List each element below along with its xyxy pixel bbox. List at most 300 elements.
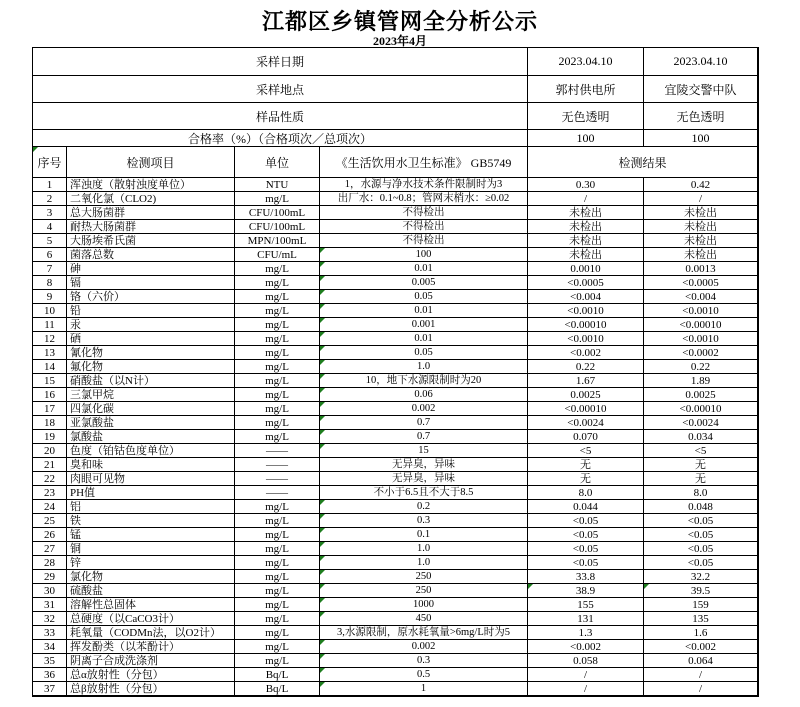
info-row-sampling-date (33, 48, 758, 76)
standard-cell: 0.002 (320, 402, 528, 416)
excel-flag-icon (320, 514, 325, 519)
item-name-cell: 总大肠菌群 (67, 206, 235, 220)
item-name-cell: 阴离子合成洗涤剂 (67, 654, 235, 668)
item-name-cell: 色度（铂钴色度单位） (67, 444, 235, 458)
header-label: 检测结果 (618, 155, 667, 170)
item-name-cell: 汞 (67, 318, 235, 332)
info-value-sample2: 无色透明 (644, 103, 758, 130)
table-row (33, 500, 758, 514)
result-sample1-cell: <0.004 (528, 290, 644, 304)
item-name-cell: 铬（六价） (67, 290, 235, 304)
result-sample1-cell: 1.3 (528, 626, 644, 640)
result-sample1-cell: <0.0005 (528, 276, 644, 290)
excel-flag-icon (320, 416, 325, 421)
standard-cell: 0.5 (320, 668, 528, 682)
unit-cell: mg/L (235, 318, 320, 332)
unit-cell: CFU/100mL (235, 220, 320, 234)
header-label: 单位 (264, 155, 289, 170)
result-sample1-cell: 0.0025 (528, 388, 644, 402)
table-row (33, 626, 758, 640)
table-row (33, 192, 758, 206)
unit-cell: mg/L (235, 374, 320, 388)
result-sample2-cell: 1.6 (644, 626, 758, 640)
excel-flag-icon (320, 584, 325, 589)
standard-cell: 1000 (320, 598, 528, 612)
row-number-cell: 23 (33, 486, 67, 500)
row-number-cell: 10 (33, 304, 67, 318)
standard-cell: 1.0 (320, 360, 528, 374)
result-sample1-cell: <0.002 (528, 640, 644, 654)
item-name-cell: 耗氧量（CODMn法，以O2计） (67, 626, 235, 640)
unit-cell: mg/L (235, 556, 320, 570)
item-name-cell: 总硬度（以CaCO3计） (67, 612, 235, 626)
result-sample1-cell: <0.002 (528, 346, 644, 360)
result-sample2-cell: 0.034 (644, 430, 758, 444)
unit-cell: CFU/100mL (235, 206, 320, 220)
standard-cell: 0.1 (320, 528, 528, 542)
standard-cell: 0.7 (320, 416, 528, 430)
item-name-cell: 肉眼可见物 (67, 472, 235, 486)
info-value-sample2: 宜陵交警中队 (644, 76, 758, 103)
table-row (33, 430, 758, 444)
excel-flag-icon (320, 598, 325, 603)
excel-flag-icon (320, 570, 325, 575)
unit-cell: mg/L (235, 262, 320, 276)
result-sample1-cell: 未检出 (528, 220, 644, 234)
item-name-cell: 硝酸盐（以N计） (67, 374, 235, 388)
result-sample2-cell: <0.05 (644, 542, 758, 556)
row-number-cell: 37 (33, 682, 67, 696)
unit-cell: mg/L (235, 626, 320, 640)
info-value-sample2: 100 (644, 130, 758, 147)
result-sample2-cell: 0.22 (644, 360, 758, 374)
row-number-cell: 8 (33, 276, 67, 290)
info-table (33, 48, 758, 147)
excel-flag-icon (320, 374, 325, 379)
info-label: 样品性质 (33, 103, 528, 130)
table-row (33, 220, 758, 234)
standard-cell: 出厂水：0.1~0.8；管网末梢水：≥0.02 (320, 192, 528, 206)
item-name-cell: 溶解性总固体 (67, 598, 235, 612)
result-sample2-cell: 0.064 (644, 654, 758, 668)
excel-flag-icon (320, 668, 325, 673)
result-sample2-cell: 0.0013 (644, 262, 758, 276)
result-sample2-cell: <0.0024 (644, 416, 758, 430)
info-label: 采样地点 (33, 76, 528, 103)
excel-flag-icon (320, 556, 325, 561)
excel-flag-icon (320, 388, 325, 393)
info-row-sample-nature (33, 103, 758, 130)
standard-cell: 无异臭，异味 (320, 458, 528, 472)
result-sample2-cell: <0.05 (644, 528, 758, 542)
table-row (33, 528, 758, 542)
excel-flag-icon (320, 430, 325, 435)
result-sample1-cell: 未检出 (528, 248, 644, 262)
excel-flag-icon (320, 276, 325, 281)
result-sample2-cell: / (644, 192, 758, 206)
item-name-cell: 硒 (67, 332, 235, 346)
standard-cell: 3,水源限制，原水耗氧量>6mg/L时为5 (320, 626, 528, 640)
row-number-cell: 24 (33, 500, 67, 514)
table-row (33, 444, 758, 458)
row-number-cell: 21 (33, 458, 67, 472)
result-sample2-cell: / (644, 668, 758, 682)
table-row (33, 416, 758, 430)
result-sample2-cell: <5 (644, 444, 758, 458)
table-row (33, 612, 758, 626)
excel-flag-icon (320, 542, 325, 547)
item-name-cell: 砷 (67, 262, 235, 276)
result-sample1-cell: <0.00010 (528, 402, 644, 416)
table-row (33, 276, 758, 290)
row-number-cell: 20 (33, 444, 67, 458)
result-sample1-cell: 未检出 (528, 206, 644, 220)
row-number-cell: 29 (33, 570, 67, 584)
row-number-cell: 7 (33, 262, 67, 276)
table-row (33, 542, 758, 556)
standard-cell: 0.3 (320, 654, 528, 668)
row-number-cell: 36 (33, 668, 67, 682)
table-row (33, 206, 758, 220)
table-row (33, 598, 758, 612)
row-number-cell: 6 (33, 248, 67, 262)
unit-cell: mg/L (235, 542, 320, 556)
excel-flag-icon (528, 584, 533, 589)
standard-cell: 15 (320, 444, 528, 458)
row-number-cell: 31 (33, 598, 67, 612)
table-row (33, 234, 758, 248)
result-sample1-cell: 无 (528, 472, 644, 486)
result-sample1-cell: 0.058 (528, 654, 644, 668)
standard-cell: 0.2 (320, 500, 528, 514)
unit-cell: mg/L (235, 528, 320, 542)
standard-cell: 0.01 (320, 262, 528, 276)
info-label: 采样日期 (33, 48, 528, 76)
item-name-cell: 大肠埃希氏菌 (67, 234, 235, 248)
row-number-cell: 33 (33, 626, 67, 640)
standard-cell: 450 (320, 612, 528, 626)
result-sample2-cell: 无 (644, 458, 758, 472)
excel-flag-icon (320, 318, 325, 323)
header-unit (235, 147, 320, 178)
table-row (33, 472, 758, 486)
excel-flag-icon (320, 682, 325, 687)
standard-cell: 0.005 (320, 276, 528, 290)
unit-cell: mg/L (235, 598, 320, 612)
row-number-cell: 28 (33, 556, 67, 570)
table-row (33, 318, 758, 332)
excel-flag-icon (320, 332, 325, 337)
unit-cell: mg/L (235, 584, 320, 598)
standard-cell: 0.05 (320, 290, 528, 304)
unit-cell: mg/L (235, 276, 320, 290)
excel-flag-icon (320, 500, 325, 505)
unit-cell: mg/L (235, 402, 320, 416)
header-label: 检测项目 (126, 155, 175, 170)
result-sample2-cell: <0.00010 (644, 318, 758, 332)
result-sample1-cell: 33.8 (528, 570, 644, 584)
excel-flag-icon (644, 584, 649, 589)
result-sample2-cell: 32.2 (644, 570, 758, 584)
unit-cell: mg/L (235, 500, 320, 514)
item-name-cell: 氟化物 (67, 360, 235, 374)
table-row (33, 640, 758, 654)
unit-cell: CFU/mL (235, 248, 320, 262)
page-subtitle: 2023年4月 (372, 34, 427, 48)
excel-flag-icon (320, 290, 325, 295)
result-sample1-cell: 8.0 (528, 486, 644, 500)
result-sample1-cell: 0.070 (528, 430, 644, 444)
table-row (33, 374, 758, 388)
excel-flag-icon (320, 640, 325, 645)
excel-flag-icon (320, 402, 325, 407)
unit-cell: mg/L (235, 430, 320, 444)
row-number-cell: 18 (33, 416, 67, 430)
result-sample2-cell: <0.004 (644, 290, 758, 304)
row-number-cell: 2 (33, 192, 67, 206)
excel-flag-icon (320, 444, 325, 449)
row-number-cell: 34 (33, 640, 67, 654)
item-name-cell: 氯酸盐 (67, 430, 235, 444)
table-row (33, 290, 758, 304)
result-sample1-cell: <0.0010 (528, 304, 644, 318)
result-sample2-cell: <0.0010 (644, 332, 758, 346)
result-sample1-cell: 131 (528, 612, 644, 626)
table-row (33, 248, 758, 262)
item-name-cell: 镉 (67, 276, 235, 290)
unit-cell: mg/L (235, 416, 320, 430)
result-sample2-cell: <0.0010 (644, 304, 758, 318)
unit-cell: mg/L (235, 654, 320, 668)
result-sample2-cell: / (644, 682, 758, 696)
row-number-cell: 27 (33, 542, 67, 556)
table-row (33, 514, 758, 528)
row-number-cell: 32 (33, 612, 67, 626)
excel-flag-icon (320, 612, 325, 617)
info-value-sample1: 100 (528, 130, 644, 147)
table-row (33, 556, 758, 570)
item-name-cell: 铜 (67, 542, 235, 556)
info-value-sample1: 2023.04.10 (528, 48, 644, 76)
item-name-cell: 臭和味 (67, 458, 235, 472)
excel-flag-icon (320, 346, 325, 351)
table-row (33, 332, 758, 346)
result-sample2-cell: 159 (644, 598, 758, 612)
item-name-cell: 总β放射性（分包） (67, 682, 235, 696)
header-standard (320, 147, 528, 178)
standard-cell: 250 (320, 584, 528, 598)
result-sample2-cell: <0.05 (644, 514, 758, 528)
unit-cell: mg/L (235, 346, 320, 360)
unit-cell: mg/L (235, 290, 320, 304)
standard-cell: 0.3 (320, 514, 528, 528)
standard-cell: 0.06 (320, 388, 528, 402)
result-sample1-cell: <0.0010 (528, 332, 644, 346)
result-sample1-cell: <0.05 (528, 514, 644, 528)
result-sample2-cell: 0.42 (644, 178, 758, 192)
unit-cell: mg/L (235, 612, 320, 626)
row-number-cell: 22 (33, 472, 67, 486)
result-sample1-cell: / (528, 682, 644, 696)
unit-cell: mg/L (235, 514, 320, 528)
result-sample2-cell: <0.00010 (644, 402, 758, 416)
info-value-sample2: 2023.04.10 (644, 48, 758, 76)
result-sample2-cell: 39.5 (644, 584, 758, 598)
row-number-cell: 9 (33, 290, 67, 304)
table-row (33, 388, 758, 402)
header-item (67, 147, 235, 178)
result-sample2-cell: <0.002 (644, 640, 758, 654)
table-row (33, 402, 758, 416)
standard-cell: 0.7 (320, 430, 528, 444)
standard-cell: 1，水源与净水技术条件限制时为3 (320, 178, 528, 192)
item-name-cell: 菌落总数 (67, 248, 235, 262)
result-sample1-cell: 38.9 (528, 584, 644, 598)
table-row (33, 458, 758, 472)
result-sample1-cell: 0.044 (528, 500, 644, 514)
table-row (33, 360, 758, 374)
item-name-cell: 耐热大肠菌群 (67, 220, 235, 234)
item-name-cell: 锰 (67, 528, 235, 542)
unit-cell: mg/L (235, 570, 320, 584)
unit-cell: mg/L (235, 304, 320, 318)
excel-flag-icon (320, 528, 325, 533)
row-number-cell: 12 (33, 332, 67, 346)
result-sample1-cell: <0.05 (528, 528, 644, 542)
result-sample2-cell: 8.0 (644, 486, 758, 500)
unit-cell: —— (235, 472, 320, 486)
standard-cell: 无异臭，异味 (320, 472, 528, 486)
results-table-body (33, 178, 758, 696)
result-sample2-cell: 无 (644, 472, 758, 486)
standard-cell: 不得检出 (320, 206, 528, 220)
result-sample1-cell: <0.00010 (528, 318, 644, 332)
unit-cell: mg/L (235, 640, 320, 654)
item-name-cell: 四氯化碳 (67, 402, 235, 416)
item-name-cell: 二氧化氯（CLO2) (67, 192, 235, 206)
row-number-cell: 5 (33, 234, 67, 248)
standard-cell: 0.05 (320, 346, 528, 360)
row-number-cell: 17 (33, 402, 67, 416)
unit-cell: MPN/100mL (235, 234, 320, 248)
item-name-cell: 亚氯酸盐 (67, 416, 235, 430)
standard-cell: 0.01 (320, 304, 528, 318)
row-number-cell: 19 (33, 430, 67, 444)
row-number-cell: 11 (33, 318, 67, 332)
item-name-cell: 氯化物 (67, 570, 235, 584)
row-number-cell: 35 (33, 654, 67, 668)
standard-cell: 1 (320, 682, 528, 696)
table-row (33, 346, 758, 360)
row-number-cell: 16 (33, 388, 67, 402)
result-sample1-cell: / (528, 668, 644, 682)
row-number-cell: 30 (33, 584, 67, 598)
info-label: 合格率（%）（合格项次／总项次） (33, 130, 528, 147)
row-number-cell: 15 (33, 374, 67, 388)
result-sample2-cell: 未检出 (644, 248, 758, 262)
table-row (33, 486, 758, 500)
item-name-cell: 浑浊度（散射浊度单位） (67, 178, 235, 192)
table-row (33, 654, 758, 668)
table-row (33, 584, 758, 598)
item-name-cell: 三氯甲烷 (67, 388, 235, 402)
standard-cell: 不得检出 (320, 234, 528, 248)
unit-cell: Bq/L (235, 668, 320, 682)
item-name-cell: PH值 (67, 486, 235, 500)
result-sample2-cell: 135 (644, 612, 758, 626)
result-sample2-cell: 0.048 (644, 500, 758, 514)
standard-cell: 0.002 (320, 640, 528, 654)
excel-flag-icon (320, 654, 325, 659)
item-name-cell: 硫酸盐 (67, 584, 235, 598)
page-title: 江都区乡镇管网全分析公示 (261, 9, 538, 34)
row-number-cell: 4 (33, 220, 67, 234)
result-sample1-cell: 未检出 (528, 234, 644, 248)
info-row-pass-rate (33, 130, 758, 147)
header-label: 《生活饮用水卫生标准》 GB5749 (335, 155, 512, 170)
excel-flag-icon (320, 248, 325, 253)
item-name-cell: 铅 (67, 304, 235, 318)
unit-cell: —— (235, 444, 320, 458)
item-name-cell: 铁 (67, 514, 235, 528)
excel-flag-icon (320, 262, 325, 267)
result-sample2-cell: <0.0002 (644, 346, 758, 360)
result-sample1-cell: <0.05 (528, 556, 644, 570)
results-table-header (33, 147, 758, 178)
unit-cell: NTU (235, 178, 320, 192)
row-number-cell: 14 (33, 360, 67, 374)
standard-cell: 0.01 (320, 332, 528, 346)
row-number-cell: 25 (33, 514, 67, 528)
result-sample1-cell: / (528, 192, 644, 206)
unit-cell: —— (235, 486, 320, 500)
header-result (528, 147, 758, 178)
header-label: 序号 (37, 155, 62, 170)
item-name-cell: 挥发酚类（以苯酚计） (67, 640, 235, 654)
result-sample1-cell: 0.0010 (528, 262, 644, 276)
standard-cell: 10，地下水源限制时为20 (320, 374, 528, 388)
analysis-sheet (32, 47, 759, 697)
header-row-number (33, 147, 67, 178)
unit-cell: —— (235, 458, 320, 472)
unit-cell: mg/L (235, 192, 320, 206)
excel-flag-icon (320, 360, 325, 365)
result-sample2-cell: 未检出 (644, 234, 758, 248)
result-sample1-cell: <0.0024 (528, 416, 644, 430)
result-sample1-cell: 0.22 (528, 360, 644, 374)
item-name-cell: 氰化物 (67, 346, 235, 360)
item-name-cell: 锌 (67, 556, 235, 570)
excel-flag-icon (320, 304, 325, 309)
result-sample1-cell: <0.05 (528, 542, 644, 556)
result-sample2-cell: 0.0025 (644, 388, 758, 402)
standard-cell: 0.001 (320, 318, 528, 332)
result-sample1-cell: 无 (528, 458, 644, 472)
result-sample2-cell: 1.89 (644, 374, 758, 388)
unit-cell: mg/L (235, 332, 320, 346)
row-number-cell: 1 (33, 178, 67, 192)
info-row-sampling-location (33, 76, 758, 103)
row-number-cell: 26 (33, 528, 67, 542)
row-number-cell: 3 (33, 206, 67, 220)
table-row (33, 668, 758, 682)
table-row (33, 262, 758, 276)
standard-cell: 250 (320, 570, 528, 584)
standard-cell: 不得检出 (320, 220, 528, 234)
table-row (33, 178, 758, 192)
result-sample1-cell: 1.67 (528, 374, 644, 388)
standard-cell: 1.0 (320, 542, 528, 556)
